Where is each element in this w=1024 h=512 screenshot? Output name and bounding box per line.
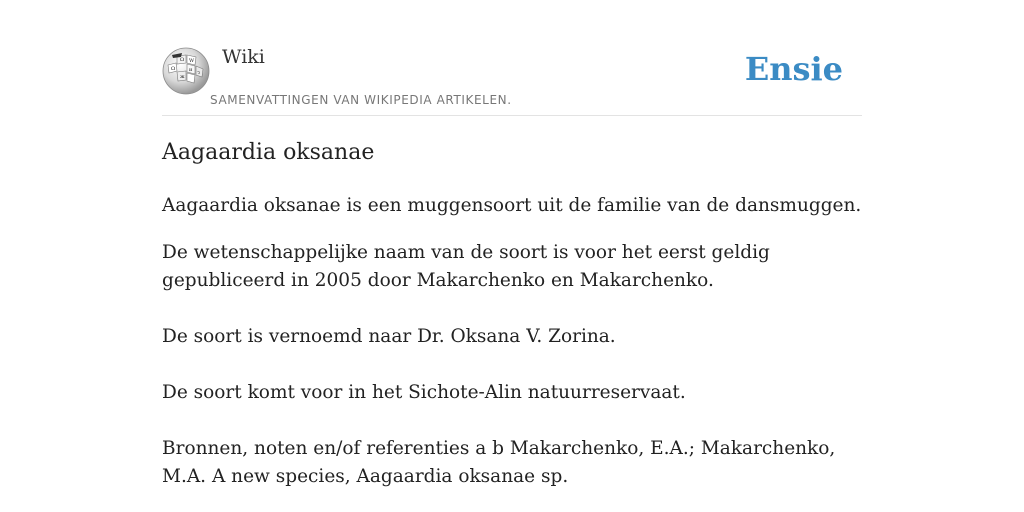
article-paragraph: De wetenschappelijke naam van de soort is voor het eerst geldig gepubliceerd in 2005 door Makarchenko en Makarchenko. <box>162 242 770 291</box>
article-paragraph: De soort is vernoemd naar Dr. Oksana V. Zorina. <box>162 326 616 347</box>
article-body <box>162 192 862 491</box>
svg-text:и: и <box>189 67 193 73</box>
site-name[interactable]: Wiki <box>222 46 265 68</box>
svg-text:ж: ж <box>180 74 185 80</box>
article-title: Aagaardia oksanae <box>162 140 375 165</box>
site-tagline: SAMENVATTINGEN VAN WIKIPEDIA ARTIKELEN. <box>210 93 512 107</box>
article-paragraph: Aagaardia oksanae is een muggensoort uit de familie van de dansmuggen. <box>162 195 862 216</box>
wikipedia-globe-icon[interactable] <box>162 47 210 95</box>
brand-logo[interactable]: Ensie <box>744 50 843 88</box>
article-paragraph: De soort komt voor in het Sichote-Alin natuurreservaat. <box>162 382 686 403</box>
svg-text:ว: ว <box>197 70 200 76</box>
svg-text:Ω: Ω <box>171 66 176 72</box>
article-paragraph: Bronnen, noten en/of referenties a b Makarchenko, E.A.; Makarchenko, M.A. A new species, Aagaardia oksanae sp. <box>162 438 836 487</box>
header-divider <box>162 115 862 116</box>
svg-text:Ω: Ω <box>180 57 185 63</box>
svg-text:W: W <box>189 58 195 64</box>
page <box>162 0 862 512</box>
